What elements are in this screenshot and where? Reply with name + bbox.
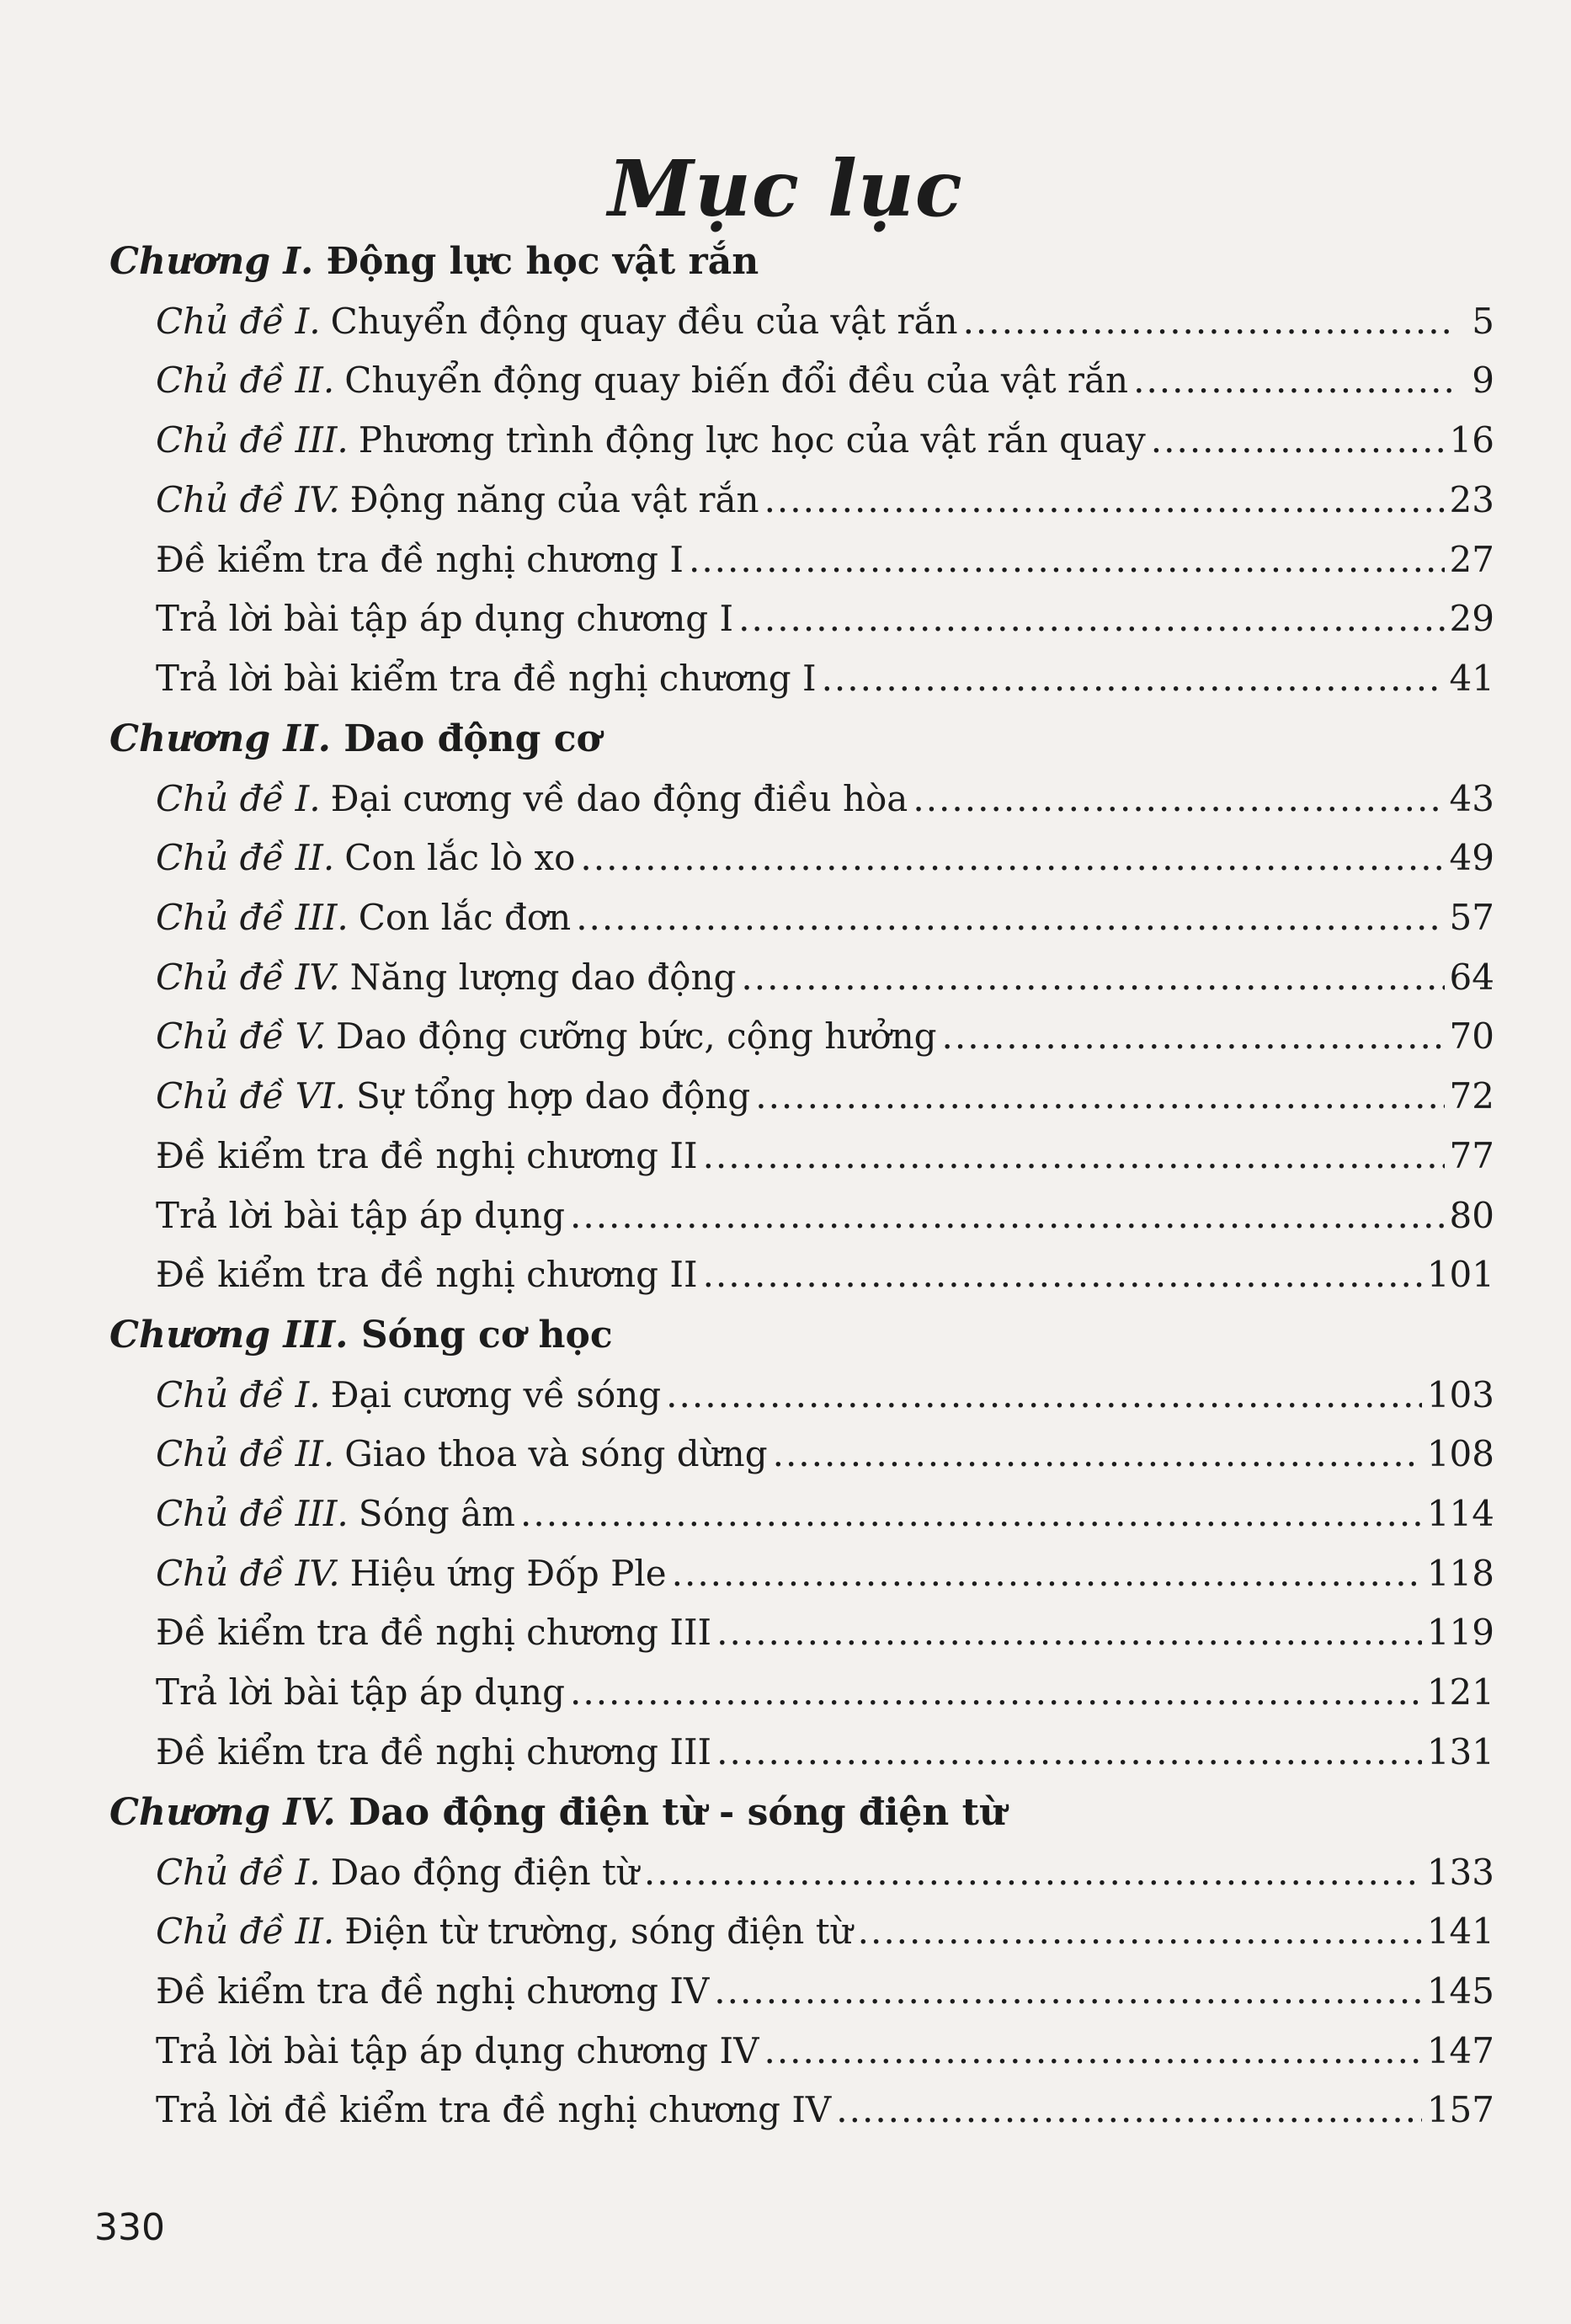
leader-dots (716, 1612, 1422, 1653)
leader-dots (738, 598, 1444, 639)
entry-text: Đề kiểm tra đề nghị chương II (156, 1135, 698, 1176)
entry-text: Điện từ trường, sóng điện từ (344, 1911, 853, 1952)
toc-entry[interactable] (156, 1195, 1494, 1244)
leader-dots (773, 1433, 1422, 1474)
entry-text: Hiệu ứng Đốp Ple (349, 1553, 667, 1594)
leader-dots (741, 957, 1444, 998)
entry-page: 157 (1426, 2089, 1494, 2130)
entry-page: 70 (1449, 1015, 1494, 1057)
entry-text: Chuyển động quay đều của vật rắn (330, 301, 958, 342)
entry-text: Trả lời bài tập áp dụng (156, 1671, 565, 1713)
entry-page: 145 (1426, 1970, 1494, 2012)
chapter-title: Động lực học vật rắn (326, 240, 759, 283)
leader-dots (644, 1852, 1422, 1893)
entry-label: Chủ đề II. (156, 360, 335, 401)
chapter-heading (109, 1791, 1006, 1834)
chapter-label: Chương II. (109, 717, 331, 760)
entry-label: Chủ đề IV. (156, 479, 340, 520)
chapter-label: Chương IV. (109, 1791, 336, 1834)
leader-dots (689, 539, 1445, 580)
entry-label: Chủ đề I. (156, 778, 321, 819)
entry-text: Con lắc lò xo (344, 837, 576, 878)
entry-page: 147 (1426, 2030, 1494, 2071)
entry-page: 103 (1426, 1374, 1494, 1415)
leader-dots (576, 897, 1444, 938)
entry-page: 57 (1449, 897, 1494, 938)
toc-entry[interactable] (156, 2089, 1494, 2138)
entry-text: Chuyển động quay biến đổi đều của vật rắn (344, 360, 1129, 401)
entry-text: Trả lời đề kiểm tra đề nghị chương IV (156, 2089, 832, 2130)
entry-label: Chủ đề II. (156, 837, 335, 878)
toc-entry[interactable] (156, 1671, 1494, 1720)
toc-entry[interactable] (156, 539, 1494, 588)
entry-text: Đại cương về dao động điều hòa (330, 778, 908, 819)
toc-entry[interactable] (156, 1075, 1494, 1124)
entry-label: Chủ đề II. (156, 1433, 335, 1474)
leader-dots (716, 1731, 1422, 1772)
entry-page: 101 (1426, 1254, 1494, 1295)
entry-page: 72 (1449, 1075, 1494, 1117)
entry-page: 23 (1449, 479, 1494, 520)
toc-entry[interactable] (156, 957, 1494, 1005)
entry-text: Giao thoa và sóng dừng (344, 1433, 768, 1474)
leader-dots (580, 837, 1444, 878)
entry-text: Đề kiểm tra đề nghị chương II (156, 1254, 698, 1295)
toc-entry[interactable] (156, 1254, 1494, 1303)
entry-label: Chủ đề IV. (156, 957, 340, 998)
entry-text: Đề kiểm tra đề nghị chương IV (156, 1970, 710, 2012)
entry-page: 141 (1426, 1911, 1494, 1952)
leader-dots (570, 1195, 1445, 1236)
page-number: 330 (94, 2206, 165, 2249)
entry-text: Dao động cưỡng bức, cộng hưởng (336, 1015, 937, 1057)
toc-entry[interactable] (156, 1731, 1494, 1780)
entry-text: Dao động điện từ (330, 1852, 639, 1893)
leader-dots (942, 1015, 1445, 1057)
entry-page: 64 (1449, 957, 1494, 998)
toc-entry[interactable] (156, 1374, 1494, 1423)
entry-page: 121 (1426, 1671, 1494, 1713)
leader-dots (836, 2089, 1422, 2130)
chapter-title: Dao động cơ (343, 717, 601, 760)
leader-dots (666, 1374, 1422, 1415)
leader-dots (714, 1970, 1422, 2012)
page-title: Mục lục (608, 143, 963, 234)
leader-dots (963, 301, 1456, 342)
entry-page: 118 (1426, 1553, 1494, 1594)
entry-page: 119 (1426, 1612, 1494, 1653)
toc-entry[interactable] (156, 1493, 1494, 1542)
leader-dots (672, 1553, 1422, 1594)
toc-entry[interactable] (156, 419, 1494, 468)
entry-text: Sóng âm (358, 1493, 516, 1534)
entry-text: Năng lượng dao động (349, 957, 737, 998)
chapter-label: Chương I. (109, 240, 314, 283)
entry-text: Sự tổng hợp dao động (355, 1075, 751, 1117)
toc-entry[interactable] (156, 479, 1494, 528)
leader-dots (703, 1254, 1422, 1295)
entry-page: 29 (1449, 598, 1494, 639)
leader-dots (913, 778, 1444, 819)
entry-label: Chủ đề I. (156, 1374, 321, 1415)
chapter-label: Chương III. (109, 1314, 349, 1357)
entry-page: 5 (1472, 301, 1494, 342)
entry-label: Chủ đề I. (156, 301, 321, 342)
chapter-heading (109, 717, 601, 760)
leader-dots (703, 1135, 1445, 1176)
entry-page: 16 (1449, 419, 1494, 461)
entry-page: 108 (1426, 1433, 1494, 1474)
toc-entry[interactable] (156, 1553, 1494, 1602)
entry-page: 41 (1449, 658, 1494, 699)
entry-text: Đề kiểm tra đề nghị chương III (156, 1612, 712, 1653)
toc-entry[interactable] (156, 1135, 1494, 1184)
entry-label: Chủ đề III. (156, 1493, 349, 1534)
toc-entry[interactable] (156, 778, 1494, 827)
entry-page: 80 (1449, 1195, 1494, 1236)
toc-entry[interactable] (156, 1911, 1494, 1959)
leader-dots (764, 2030, 1421, 2071)
entry-label: Chủ đề I. (156, 1852, 321, 1893)
toc-entry[interactable] (156, 1970, 1494, 2019)
entry-page: 49 (1449, 837, 1494, 878)
toc-entry[interactable] (156, 658, 1494, 706)
entry-page: 9 (1472, 360, 1494, 401)
entry-page: 114 (1426, 1493, 1494, 1534)
leader-dots (858, 1911, 1422, 1952)
leader-dots (755, 1075, 1444, 1117)
entry-page: 77 (1449, 1135, 1494, 1176)
entry-page: 131 (1426, 1731, 1494, 1772)
entry-text: Phương trình động lực học của vật rắn quay (358, 419, 1146, 461)
toc-entry[interactable] (156, 897, 1494, 946)
toc-entry[interactable] (156, 1852, 1494, 1900)
toc-entry[interactable] (156, 598, 1494, 647)
entry-text: Đại cương về sóng (330, 1374, 662, 1415)
toc-entry[interactable] (156, 301, 1494, 349)
leader-dots (570, 1671, 1422, 1713)
entry-text: Động năng của vật rắn (349, 479, 759, 520)
leader-dots (1133, 360, 1456, 401)
toc-entry[interactable] (156, 360, 1494, 408)
entry-label: Chủ đề IV. (156, 1553, 340, 1594)
leader-dots (764, 479, 1445, 520)
entry-text: Trả lời bài tập áp dụng chương IV (156, 2030, 759, 2071)
entry-page: 43 (1449, 778, 1494, 819)
leader-dots (520, 1493, 1422, 1534)
toc-entry[interactable] (156, 1612, 1494, 1660)
leader-dots (1151, 419, 1445, 461)
entry-label: Chủ đề V. (156, 1015, 327, 1057)
entry-label: Chủ đề III. (156, 419, 349, 461)
entry-text: Đề kiểm tra đề nghị chương I (156, 539, 684, 580)
entry-page: 27 (1449, 539, 1494, 580)
leader-dots (822, 658, 1445, 699)
chapter-heading (109, 240, 759, 283)
entry-label: Chủ đề III. (156, 897, 349, 938)
chapter-title: Dao động điện từ - sóng điện từ (349, 1791, 1006, 1834)
toc-entry[interactable] (156, 837, 1494, 886)
entry-text: Trả lời bài tập áp dụng (156, 1195, 565, 1236)
toc-entry[interactable] (156, 1015, 1494, 1064)
chapter-title: Sóng cơ học (360, 1314, 613, 1357)
entry-label: Chủ đề II. (156, 1911, 335, 1952)
toc-entry[interactable] (156, 1433, 1494, 1482)
entry-page: 133 (1426, 1852, 1494, 1893)
entry-text: Con lắc đơn (358, 897, 572, 938)
toc-entry[interactable] (156, 2030, 1494, 2079)
entry-label: Chủ đề VI. (156, 1075, 346, 1117)
chapter-heading (109, 1314, 613, 1357)
entry-text: Đề kiểm tra đề nghị chương III (156, 1731, 712, 1772)
entry-text: Trả lời bài kiểm tra đề nghị chương I (156, 658, 817, 699)
entry-text: Trả lời bài tập áp dụng chương I (156, 598, 734, 639)
